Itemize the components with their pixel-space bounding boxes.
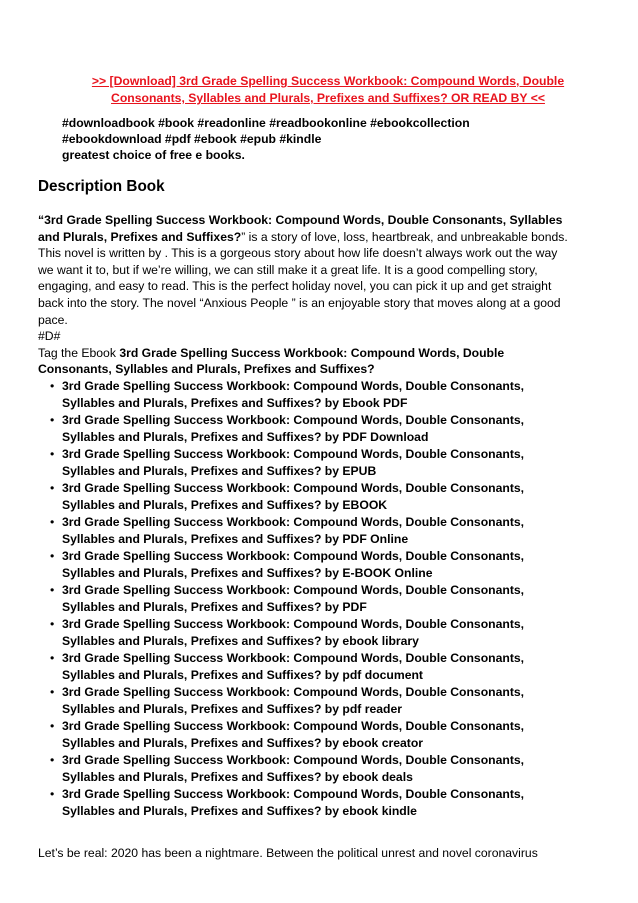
format-link-suffix-line: Syllables and Plurals, Prefixes and Suffixes? by Ebook PDF xyxy=(62,395,408,410)
format-link-item[interactable] xyxy=(48,582,598,616)
download-link[interactable] xyxy=(80,73,576,107)
format-link-suffix-line: Syllables and Plurals, Prefixes and Suffixes? by pdf document xyxy=(62,667,423,682)
format-link-title: • 3rd Grade Spelling Success Workbook: Compound Words, Double Consonants, xyxy=(62,684,525,699)
format-link-item[interactable] xyxy=(48,718,598,752)
format-link-format: ebook deals xyxy=(342,769,413,784)
hash-marker: #D# xyxy=(38,329,61,344)
format-link-suffix-line: Syllables and Plurals, Prefixes and Suffixes? by PDF Online xyxy=(62,531,409,546)
format-link-suffix-line: Syllables and Plurals, Prefixes and Suffixes? by ebook library xyxy=(62,633,419,648)
format-link-format: E-BOOK Online xyxy=(342,565,433,580)
format-link-item[interactable] xyxy=(48,752,598,786)
tag-line-1: Tag the Ebook 3rd Grade Spelling Success Workbook: Compound Words, Double xyxy=(38,345,505,360)
hashtags-line-1: #downloadbook #book #readonline #readbookonline #ebookcollection xyxy=(62,116,470,130)
description-body xyxy=(38,212,598,820)
format-link-title: • 3rd Grade Spelling Success Workbook: Compound Words, Double Consonants, xyxy=(62,582,525,597)
format-link-item[interactable] xyxy=(48,786,598,820)
format-link-format: pdf reader xyxy=(342,701,403,716)
download-link-line-1[interactable]: >> [Download] 3rd Grade Spelling Success Workbook: Compound Words, Double xyxy=(91,74,565,88)
footer-paragraph: Let’s be real: 2020 has been a nightmare. Between the political unrest and novel coronavirus xyxy=(38,846,538,860)
format-link-item[interactable] xyxy=(48,412,598,446)
description-line-7: pace. xyxy=(38,312,68,327)
format-link-item[interactable] xyxy=(48,650,598,684)
description-heading: Description Book xyxy=(38,178,165,195)
description-line-4: we want it to, but if we’re willing, we can still make it a great life. It is a good compelling story, xyxy=(38,262,538,277)
format-link-item[interactable] xyxy=(48,616,598,650)
format-link-format: ebook library xyxy=(342,633,419,648)
intro-line-2: and Plurals, Prefixes and Suffixes?” is a story of love, loss, heartbreak, and unbreakable bonds. xyxy=(38,229,568,244)
format-link-item[interactable] xyxy=(48,548,598,582)
format-link-title: • 3rd Grade Spelling Success Workbook: Compound Words, Double Consonants, xyxy=(62,616,525,631)
hashtags-line-2: #ebookdownload #pdf #ebook #epub #kindle xyxy=(62,132,322,146)
format-link-title: • 3rd Grade Spelling Success Workbook: Compound Words, Double Consonants, xyxy=(62,752,525,767)
format-link-format: PDF Online xyxy=(342,531,409,546)
format-link-format: EPUB xyxy=(342,463,377,478)
description-line-3: This novel is written by . This is a gorgeous story about how life doesn’t always work out the way xyxy=(38,246,558,261)
format-link-suffix-line: Syllables and Plurals, Prefixes and Suffixes? by PDF Download xyxy=(62,429,429,444)
format-link-title: • 3rd Grade Spelling Success Workbook: Compound Words, Double Consonants, xyxy=(62,514,525,529)
format-link-item[interactable] xyxy=(48,514,598,548)
format-link-suffix-line: Syllables and Plurals, Prefixes and Suffixes? by E-BOOK Online xyxy=(62,565,433,580)
format-link-format: ebook creator xyxy=(342,735,424,750)
format-link-format: EBOOK xyxy=(342,497,388,512)
format-link-list xyxy=(38,378,598,820)
format-link-suffix-line: Syllables and Plurals, Prefixes and Suffixes? by EPUB xyxy=(62,463,377,478)
description-line-5: engaging, and easy to read. This is the perfect holiday novel, you can pick it up and get straight xyxy=(38,279,552,294)
hashtags xyxy=(62,115,582,163)
format-link-suffix-line: Syllables and Plurals, Prefixes and Suffixes? by ebook creator xyxy=(62,735,424,750)
format-link-item[interactable] xyxy=(48,446,598,480)
format-link-item[interactable] xyxy=(48,378,598,412)
format-link-format: pdf document xyxy=(342,667,423,682)
format-link-title: • 3rd Grade Spelling Success Workbook: Compound Words, Double Consonants, xyxy=(62,786,525,801)
intro-line-1: “3rd Grade Spelling Success Workbook: Compound Words, Double Consonants, Syllables xyxy=(38,213,563,227)
tag-line-2: Consonants, Syllables and Plurals, Prefixes and Suffixes? xyxy=(38,362,375,377)
download-link-line-2[interactable]: Consonants, Syllables and Plurals, Prefixes and Suffixes? OR READ BY << xyxy=(111,91,545,105)
format-link-title: • 3rd Grade Spelling Success Workbook: Compound Words, Double Consonants, xyxy=(62,650,525,665)
format-link-title: • 3rd Grade Spelling Success Workbook: Compound Words, Double Consonants, xyxy=(62,548,525,563)
format-link-suffix-line: Syllables and Plurals, Prefixes and Suffixes? by EBOOK xyxy=(62,497,388,512)
format-link-suffix-line: Syllables and Plurals, Prefixes and Suffixes? by PDF xyxy=(62,599,367,614)
format-link-format: PDF xyxy=(342,599,367,614)
format-link-title: • 3rd Grade Spelling Success Workbook: Compound Words, Double Consonants, xyxy=(62,718,525,733)
format-link-format: ebook kindle xyxy=(342,803,417,818)
format-link-title: • 3rd Grade Spelling Success Workbook: Compound Words, Double Consonants, xyxy=(62,446,525,461)
format-link-title: • 3rd Grade Spelling Success Workbook: Compound Words, Double Consonants, xyxy=(62,412,525,427)
format-link-format: Ebook PDF xyxy=(342,395,408,410)
format-link-suffix-line: Syllables and Plurals, Prefixes and Suffixes? by pdf reader xyxy=(62,701,403,716)
description-line-6: back into the story. The novel “Anxious People ” is an enjoyable story that moves along at a good xyxy=(38,295,561,310)
hashtags-line-3: greatest choice of free e books. xyxy=(62,148,245,162)
format-link-suffix-line: Syllables and Plurals, Prefixes and Suffixes? by ebook deals xyxy=(62,769,413,784)
format-link-item[interactable] xyxy=(48,684,598,718)
format-link-item[interactable] xyxy=(48,480,598,514)
format-link-format: PDF Download xyxy=(342,429,429,444)
format-link-title: • 3rd Grade Spelling Success Workbook: Compound Words, Double Consonants, xyxy=(62,480,525,495)
format-link-title: • 3rd Grade Spelling Success Workbook: Compound Words, Double Consonants, xyxy=(62,378,525,393)
format-link-suffix-line: Syllables and Plurals, Prefixes and Suffixes? by ebook kindle xyxy=(62,803,417,818)
